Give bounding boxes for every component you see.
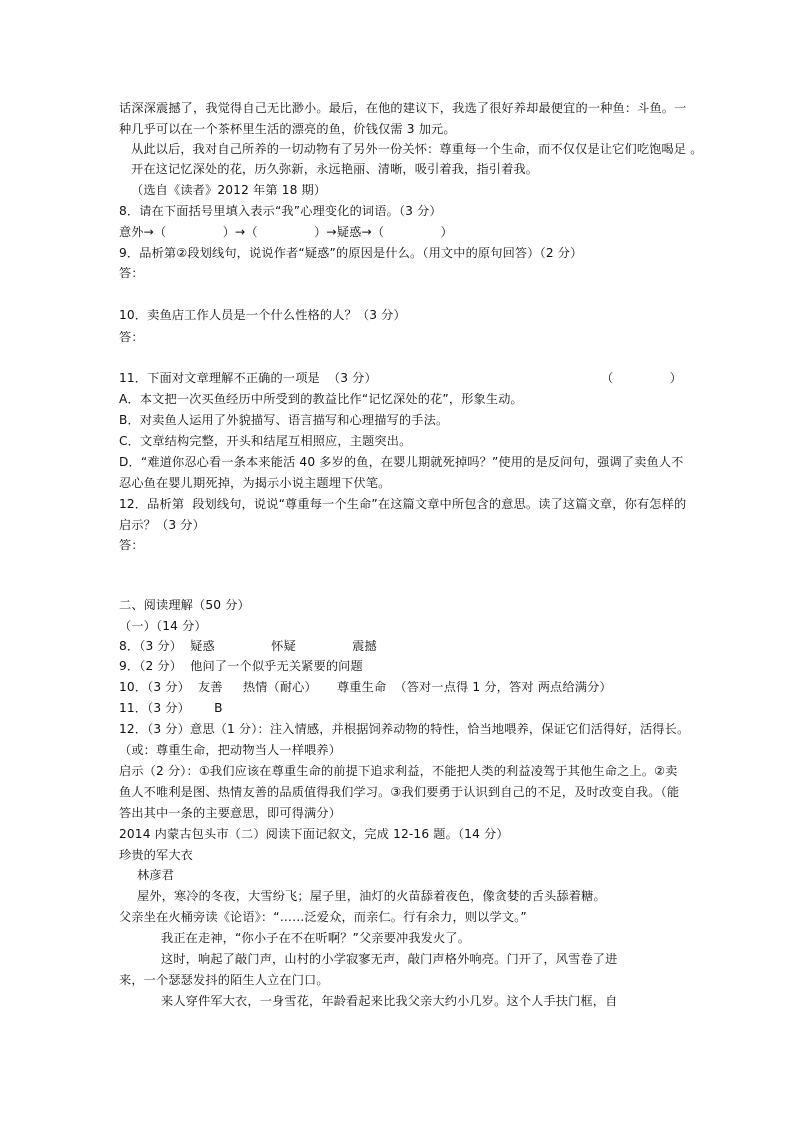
option-d: D．“难道你忍心看一条本来能活 40 多岁的鱼，在婴儿期就死掉吗？”使用的是反问句，强调了卖鱼人不 — [119, 455, 684, 469]
option-b: B．对卖鱼人运用了外貌描写、语言描写和心理描写的手法。 — [119, 413, 449, 427]
question-12-cont: 启示？（3 分） — [119, 518, 205, 532]
question-11: 11．下面对文章理解不正确的一项是 （3 分） — [119, 371, 377, 385]
answer-label: 答： — [119, 538, 144, 552]
answer-8: 8．（3 分） 疑惑 怀疑 震撼 — [119, 639, 377, 653]
story-paragraph: 来人穿件军大衣，一身雪花，年龄看起来比我父亲大约小几岁。这个人手扶门框，自 — [161, 994, 618, 1008]
story-paragraph: 屋外，寒冷的冬夜，大雪纷飞；屋子里，油灯的火苗舔着夜色，像贪婪的舌头舔着糖。 — [137, 889, 606, 903]
question-11-answer-blank: （ ） — [601, 371, 683, 385]
question-8-blanks: 意外→（ ）→（ ）→疑惑→（ ） — [119, 225, 453, 239]
answer-label: 答： — [119, 330, 144, 344]
source-note: （选自《读者》2012 年第 18 期） — [131, 183, 327, 197]
answer-12-insight-cont: 答出其中一条的主要意思，即可得满分） — [119, 806, 342, 820]
answer-9: 9．（2 分） 他问了一个似乎无关紧要的问题 — [119, 659, 363, 673]
subsection-heading: （一）（14 分） — [119, 619, 207, 633]
answer-12-insight: 启示（2 分）：①我们应该在尊重生命的前提下追求利益，不能把人类的利益凌驾于其他生命之上。②卖 — [119, 764, 678, 778]
question-9: 9．品析第②段划线句，说说作者“疑惑”的原因是什么。（用文中的原句回答）（2 分） — [119, 246, 583, 260]
text-line: 从此以后，我对自己所养的一切动物有了另外一份关怀：尊重每一个生命，而不仅仅是让它们吃饱喝足 。 — [131, 142, 703, 156]
option-a: A．本文把一次买鱼经历中所受到的教益比作“记忆深处的花”，形象生动。 — [119, 392, 523, 406]
answer-12: 12．（3 分）意思（1 分）：注入情感，并根据饲养动物的特性，恰当地喂养，保证它们活得好，活得长。 — [119, 722, 690, 736]
answer-label: 答： — [119, 266, 144, 280]
story-paragraph: 我正在走神，“你小子在不在听啊？”父亲要冲我发火了。 — [161, 931, 471, 945]
story-author: 林彦君 — [137, 868, 175, 882]
reading-intro: 2014 内蒙古包头市（二）阅读下面记叙文，完成 12-16 题。（14 分） — [119, 827, 509, 841]
story-paragraph: 父亲坐在火桶旁读《论语》：“……泛爱众，而亲仁。行有余力，则以学文。” — [119, 910, 527, 924]
question-8: 8．请在下面括号里填入表示“我”心理变化的词语。（3 分） — [119, 204, 442, 218]
text-line: 种几乎可以在一个茶杯里生活的漂亮的鱼，价钱仅需 3 加元。 — [119, 122, 456, 136]
answer-10: 10．（3 分） 友善 热情（耐心） 尊重生命 （答对一点得 1 分，答对 两点给满分） — [119, 680, 612, 694]
section-heading: 二、阅读理解（50 分） — [119, 598, 250, 612]
story-paragraph-cont: 来，一个瑟瑟发抖的陌生人立在门口。 — [119, 973, 329, 987]
text-line: 开在这记忆深处的花，历久弥新，永远艳丽、清晰，吸引着我，指引着我。 — [131, 162, 539, 176]
option-c: C．文章结构完整，开头和结尾互相照应，主题突出。 — [119, 434, 412, 448]
question-12: 12．品析第 段划线句，说说“尊重每一个生命”在这篇文章中所包含的意思。读了这篇文章，你有怎样的 — [119, 497, 687, 511]
answer-11: 11．（3 分） B — [119, 701, 223, 715]
answer-12-cont: （或：尊重生命，把动物当人一样喂养） — [119, 743, 342, 757]
text-line: 话深深震撼了，我觉得自己无比渺小。最后，在他的建议下，我选了很好养却最便宜的一种鱼：斗鱼。一 — [119, 101, 687, 115]
option-d-cont: 忍心鱼在婴儿期死掉，为揭示小说主题埋下伏笔。 — [119, 476, 391, 490]
story-title: 珍贵的军大衣 — [119, 848, 194, 862]
answer-12-insight-cont: 鱼人不唯利是图、热情友善的品质值得我们学习。③我们要勇于认识到自己的不足，及时改变自我。（能 — [119, 785, 680, 799]
story-paragraph: 这时，响起了敲门声，山村的小学寂寥无声，敲门声格外响亮。门开了，风雪卷了进 — [161, 952, 618, 966]
question-10: 10．卖鱼店工作人员是一个什么性格的人？（3 分） — [119, 308, 406, 322]
